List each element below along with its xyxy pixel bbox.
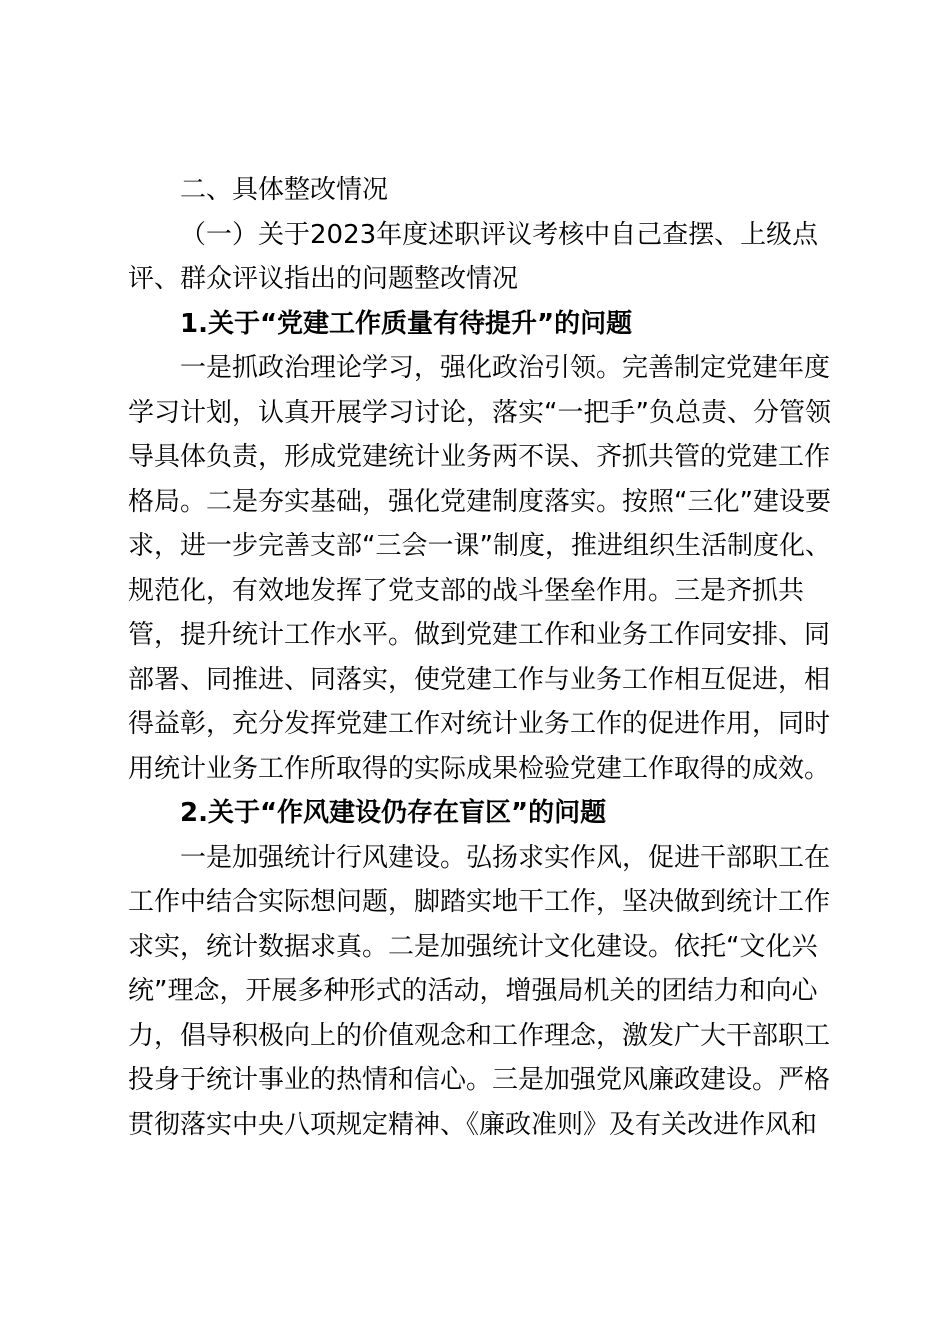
- paragraph-line: 格局。二是夯实基础，强化党建制度落实。按照“三化”建设要: [128, 486, 831, 517]
- paragraph-line: 部署、同推进、同落实，使党建工作与业务工作相互促进，相: [128, 664, 831, 695]
- paragraph-line: 投身于统计事业的热情和信心。三是加强党风廉政建设。严格: [128, 1065, 831, 1095]
- issue-heading-1: 1.关于“党建工作质量有待提升”的问题: [180, 308, 633, 339]
- issue-heading-2: 2.关于“作风建设仍存在盲区”的问题: [180, 798, 607, 828]
- paragraph-line: 工作中结合实际想问题，脚踏实地干工作，坚决做到统计工作: [128, 887, 831, 917]
- paragraph-line: 规范化，有效地发挥了党支部的战斗堡垒作用。三是齐抓共: [128, 575, 805, 606]
- section-heading: 二、具体整改情况: [180, 175, 389, 205]
- subsection-heading-line-1: （一）关于2023年度述职评议考核中自己查摆、上级点: [180, 219, 819, 250]
- paragraph-line: 统”理念，开展多种形式的活动，增强局机关的团结力和向心: [128, 976, 818, 1006]
- document-body: [128, 168, 831, 1147]
- paragraph-line: 学习计划，认真开展学习讨论，落实“一把手”负总责、分管领: [128, 397, 831, 428]
- paragraph-line: 用统计业务工作所取得的实际成果检验党建工作取得的成效。: [128, 753, 831, 784]
- paragraph-line: 一是抓政治理论学习，强化政治引领。完善制定党建年度: [180, 353, 831, 383]
- paragraph-line: 管，提升统计工作水平。做到党建工作和业务工作同安排、同: [128, 620, 831, 650]
- subsection-heading-line-2: 评、群众评议指出的问题整改情况: [128, 264, 519, 294]
- paragraph-line: 求实，统计数据求真。二是加强统计文化建设。依托“文化兴: [128, 931, 818, 962]
- paragraph-line: 力，倡导积极向上的价值观念和工作理念，激发广大干部职工: [128, 1020, 831, 1051]
- paragraph-line: 导具体负责，形成党建统计业务两不误、齐抓共管的党建工作: [128, 442, 831, 472]
- paragraph-line: 得益彰，充分发挥党建工作对统计业务工作的促进作用，同时: [128, 709, 831, 739]
- paragraph-line: 一是加强统计行风建设。弘扬求实作风，促进干部职工在: [180, 842, 831, 873]
- paragraph-line: 贯彻落实中央八项规定精神、《廉政准则》及有关改进作风和: [128, 1109, 818, 1140]
- paragraph-line: 求，进一步完善支部“三会一课”制度，推进组织生活制度化、: [128, 531, 831, 561]
